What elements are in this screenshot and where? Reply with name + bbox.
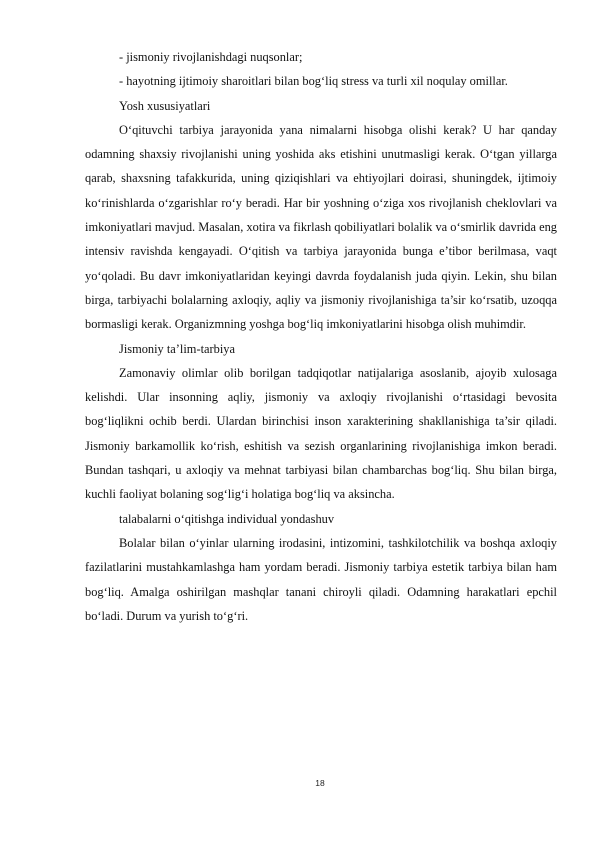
paragraph-physical-education: Zamonaviy olimlar olib borilgan tadqiqotlar natijalariga asoslanib, ajoyib xulosaga kelishdi. Ular insonning aqliy, jismoniy va axloqiy rivojlanishi o‘rtasidagi bevosita bog‘liqlikni ochib berdi. Ulardan birinchisi inson xarakterining shakllanishiga ta’sir qiladi. Jismoniy barkamollik ko‘rish, eshitish va sezish organlarining rivojlanishiga imkon beradi. Bundan tashqari, u axloqiy va mehnat tarbiyasi bilan chambarchas bog‘liq. Shu bilan birga, kuchli faoliyat bolaning sog‘lig‘i holatiga bog‘liq va aksincha. — [85, 365, 557, 502]
paragraph-list-item-2: - hayotning ijtimoiy sharoitlari bilan bog‘liq stress va turli xil noqulay omillar. — [119, 74, 508, 89]
section-heading-individual-approach: talabalarni o‘qitishga individual yondashuv — [119, 511, 335, 526]
paragraph-age-features: O‘qituvchi tarbiya jarayonida yana nimalarni hisobga olishi kerak? U har qanday odamning shaxsiy rivojlanishi uning yoshida aks etishini unutmasligi kerak. O‘tgan yillarga qarab, shaxsning tafakkurida, uning qiziqishlari va ehtiyojlari doirasi, shuningdek, ijtimoiy ko‘rinishlarda o‘zgarishlar ro‘y beradi. Har bir yoshning o‘ziga xos rivojlanish cheklovlari va imkoniyatlari mavjud. Masalan, xotira va fikrlash qobiliyatlari bolalik va o‘smirlik davrida eng intensiv ravishda kengayadi. O‘qitish va tarbiya jarayonida bunga e’tibor berilmasa, vaqt yo‘qoladi. Bu davr imkoniyatlaridan keyingi davrda foydalanish juda qiyin. Lekin, shu bilan birga, tarbiyachi bolalarning axloqiy, aqliy va jismoniy rivojlanishiga ta’sir ko‘rsatib, uzoqqa bormasligi kerak. Organizmning yoshga bog‘liq imkoniyatlarini hisobga olish muhimdir. — [85, 122, 557, 332]
section-heading-physical-education: Jismoniy ta’lim-tarbiya — [119, 341, 235, 356]
paragraph-individual-approach: Bolalar bilan o‘yinlar ularning irodasini, intizomini, tashkilotchilik va boshqa axloqiy fazilatlarini mustahkamlashga ham yordam beradi. Jismoniy tarbiya estetik tarbiya bilan ham bog‘liq. Amalga oshirilgan mashqlar tanani chiroyli qiladi. Odamning harakatlari epchil bo‘ladi. Durum va yurish to‘g‘ri. — [85, 535, 557, 623]
section-heading-age-features: Yosh xususiyatlari — [119, 98, 211, 113]
page-number: 18 — [315, 778, 325, 788]
paragraph-list-item-1: - jismoniy rivojlanishdagi nuqsonlar; — [119, 50, 303, 64]
document-body — [85, 45, 557, 628]
